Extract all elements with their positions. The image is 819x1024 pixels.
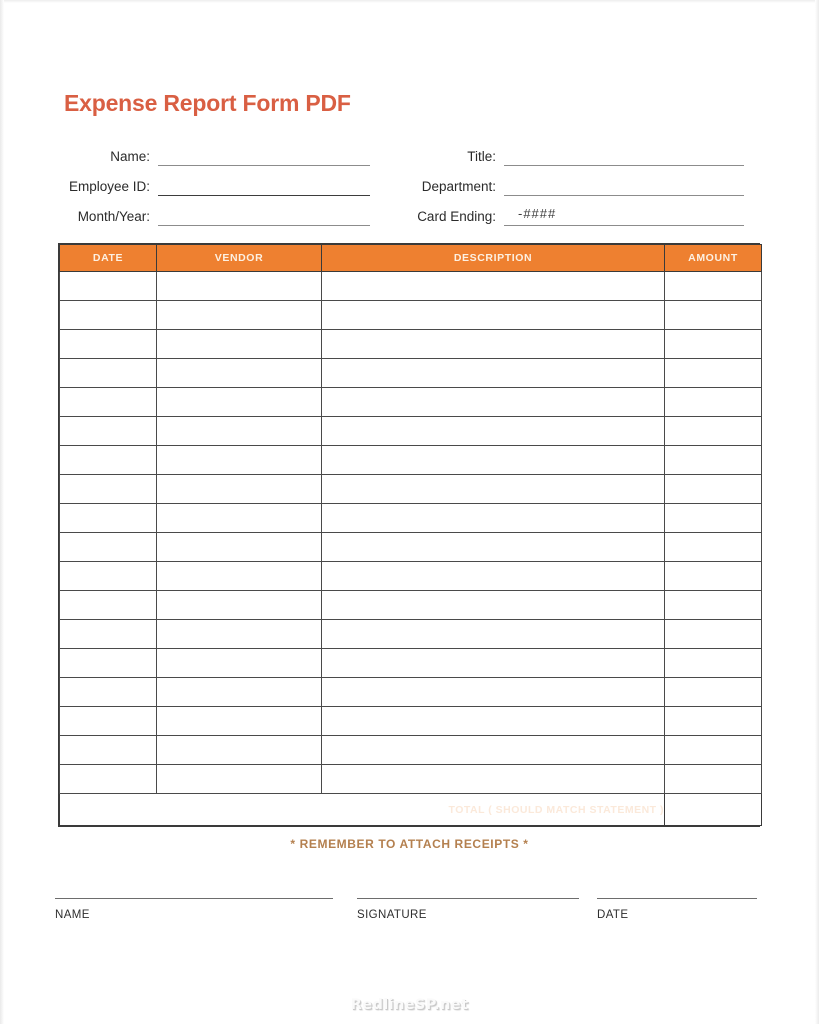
field-card-ending[interactable] (402, 206, 744, 226)
cell-date[interactable] (60, 736, 157, 765)
cell-description[interactable] (322, 475, 665, 504)
signature-line-name[interactable] (55, 890, 333, 899)
cell-amount[interactable] (665, 533, 762, 562)
cell-vendor[interactable] (157, 591, 322, 620)
cell-date[interactable] (60, 591, 157, 620)
table-row (60, 620, 762, 649)
cell-description[interactable] (322, 504, 665, 533)
cell-description[interactable] (322, 591, 665, 620)
field-row-2 (0, 176, 819, 206)
cell-amount[interactable] (665, 678, 762, 707)
cell-description[interactable] (322, 388, 665, 417)
table-row (60, 736, 762, 765)
cell-vendor[interactable] (157, 620, 322, 649)
column-header-vendor: VENDOR (157, 245, 322, 272)
cell-vendor[interactable] (157, 359, 322, 388)
expense-table-container (58, 243, 760, 827)
signature-caption-signature: SIGNATURE (357, 909, 427, 921)
table-row (60, 359, 762, 388)
field-employee-id-label: Employee ID: (68, 179, 150, 194)
cell-vendor[interactable] (157, 707, 322, 736)
cell-amount[interactable] (665, 301, 762, 330)
field-card-ending-input[interactable] (504, 206, 744, 226)
field-card-ending-value: -#### (518, 206, 557, 221)
signature-field-date[interactable] (597, 890, 757, 921)
cell-vendor[interactable] (157, 533, 322, 562)
field-department-input[interactable] (504, 176, 744, 196)
cell-description[interactable] (322, 417, 665, 446)
field-title[interactable] (402, 146, 744, 166)
cell-description[interactable] (322, 301, 665, 330)
cell-description[interactable] (322, 707, 665, 736)
cell-amount[interactable] (665, 736, 762, 765)
cell-amount[interactable] (665, 620, 762, 649)
table-row (60, 765, 762, 794)
column-header-amount: AMOUNT (665, 245, 762, 272)
cell-date[interactable] (60, 272, 157, 301)
field-title-label: Title: (467, 149, 496, 164)
signature-line-date[interactable] (597, 890, 757, 899)
cell-vendor[interactable] (157, 475, 322, 504)
cell-amount[interactable] (665, 359, 762, 388)
cell-amount[interactable] (665, 562, 762, 591)
cell-date[interactable] (60, 707, 157, 736)
field-employee-id[interactable] (58, 176, 370, 196)
cell-date[interactable] (60, 417, 157, 446)
cell-vendor[interactable] (157, 649, 322, 678)
signature-caption-name: NAME (55, 909, 90, 921)
field-month-year[interactable] (58, 206, 370, 226)
cell-description[interactable] (322, 765, 665, 794)
watermark: RedlineSP.net (350, 997, 469, 1013)
cell-description[interactable] (322, 620, 665, 649)
cell-amount[interactable] (665, 649, 762, 678)
cell-vendor[interactable] (157, 678, 322, 707)
field-name-label: Name: (110, 149, 150, 164)
signature-line-signature[interactable] (357, 890, 579, 899)
table-row (60, 533, 762, 562)
cell-date[interactable] (60, 330, 157, 359)
cell-description[interactable] (322, 272, 665, 301)
signature-caption-date: DATE (597, 909, 629, 921)
table-row (60, 330, 762, 359)
attach-receipts-note: * REMEMBER TO ATTACH RECEIPTS * (290, 837, 529, 851)
expense-table-foot (60, 794, 762, 826)
cell-vendor[interactable] (157, 388, 322, 417)
total-row (60, 794, 762, 826)
cell-amount[interactable] (665, 330, 762, 359)
cell-amount[interactable] (665, 504, 762, 533)
expense-table (59, 244, 762, 826)
signature-field-signature[interactable] (357, 890, 579, 921)
cell-description[interactable] (322, 446, 665, 475)
field-department[interactable] (402, 176, 744, 196)
table-row (60, 504, 762, 533)
expense-table-head (60, 245, 762, 272)
table-row (60, 475, 762, 504)
field-month-year-label: Month/Year: (77, 209, 150, 224)
cell-date[interactable] (60, 765, 157, 794)
cell-description[interactable] (322, 330, 665, 359)
cell-vendor[interactable] (157, 417, 322, 446)
cell-vendor[interactable] (157, 272, 322, 301)
page-title: Expense Report Form PDF (64, 90, 351, 116)
cell-description[interactable] (322, 533, 665, 562)
field-month-year-input[interactable] (158, 206, 370, 226)
field-card-ending-label: Card Ending: (417, 209, 496, 224)
field-row-1 (0, 146, 819, 176)
header-fields (0, 146, 819, 236)
table-row (60, 301, 762, 330)
cell-amount[interactable] (665, 417, 762, 446)
total-amount-cell[interactable] (665, 794, 762, 826)
cell-description[interactable] (322, 736, 665, 765)
cell-date[interactable] (60, 388, 157, 417)
cell-vendor[interactable] (157, 301, 322, 330)
expense-table-body (60, 272, 762, 794)
cell-vendor[interactable] (157, 504, 322, 533)
cell-date[interactable] (60, 533, 157, 562)
table-row (60, 388, 762, 417)
cell-vendor[interactable] (157, 330, 322, 359)
table-row (60, 272, 762, 301)
cell-vendor[interactable] (157, 736, 322, 765)
field-name-input[interactable] (158, 146, 370, 166)
field-title-input[interactable] (504, 146, 744, 166)
field-department-label: Department: (421, 179, 496, 194)
table-row (60, 707, 762, 736)
cell-amount[interactable] (665, 446, 762, 475)
cell-amount[interactable] (665, 591, 762, 620)
table-row (60, 417, 762, 446)
expense-table-header-row (60, 245, 762, 272)
table-row (60, 678, 762, 707)
table-row (60, 591, 762, 620)
cell-date[interactable] (60, 301, 157, 330)
cell-date[interactable] (60, 649, 157, 678)
cell-amount[interactable] (665, 272, 762, 301)
table-row (60, 446, 762, 475)
cell-amount[interactable] (665, 707, 762, 736)
field-name[interactable] (58, 146, 370, 166)
cell-date[interactable] (60, 475, 157, 504)
table-row (60, 562, 762, 591)
table-row (60, 649, 762, 678)
field-employee-id-input[interactable] (158, 176, 370, 196)
cell-vendor[interactable] (157, 446, 322, 475)
page-edge-top (0, 0, 819, 3)
signature-block (0, 890, 819, 950)
column-header-description: DESCRIPTION (322, 245, 665, 272)
cell-date[interactable] (60, 446, 157, 475)
cell-vendor[interactable] (157, 765, 322, 794)
cell-date[interactable] (60, 504, 157, 533)
cell-amount[interactable] (665, 765, 762, 794)
cell-vendor[interactable] (157, 562, 322, 591)
cell-date[interactable] (60, 678, 157, 707)
cell-amount[interactable] (665, 388, 762, 417)
cell-description[interactable] (322, 649, 665, 678)
cell-description[interactable] (322, 562, 665, 591)
field-row-3 (0, 206, 819, 236)
cell-amount[interactable] (665, 475, 762, 504)
cell-date[interactable] (60, 620, 157, 649)
column-header-date: DATE (60, 245, 157, 272)
cell-description[interactable] (322, 678, 665, 707)
cell-date[interactable] (60, 359, 157, 388)
signature-field-name[interactable] (55, 890, 333, 921)
total-label: TOTAL ( SHOULD MATCH STATEMENT ) (60, 794, 665, 826)
cell-description[interactable] (322, 359, 665, 388)
cell-date[interactable] (60, 562, 157, 591)
